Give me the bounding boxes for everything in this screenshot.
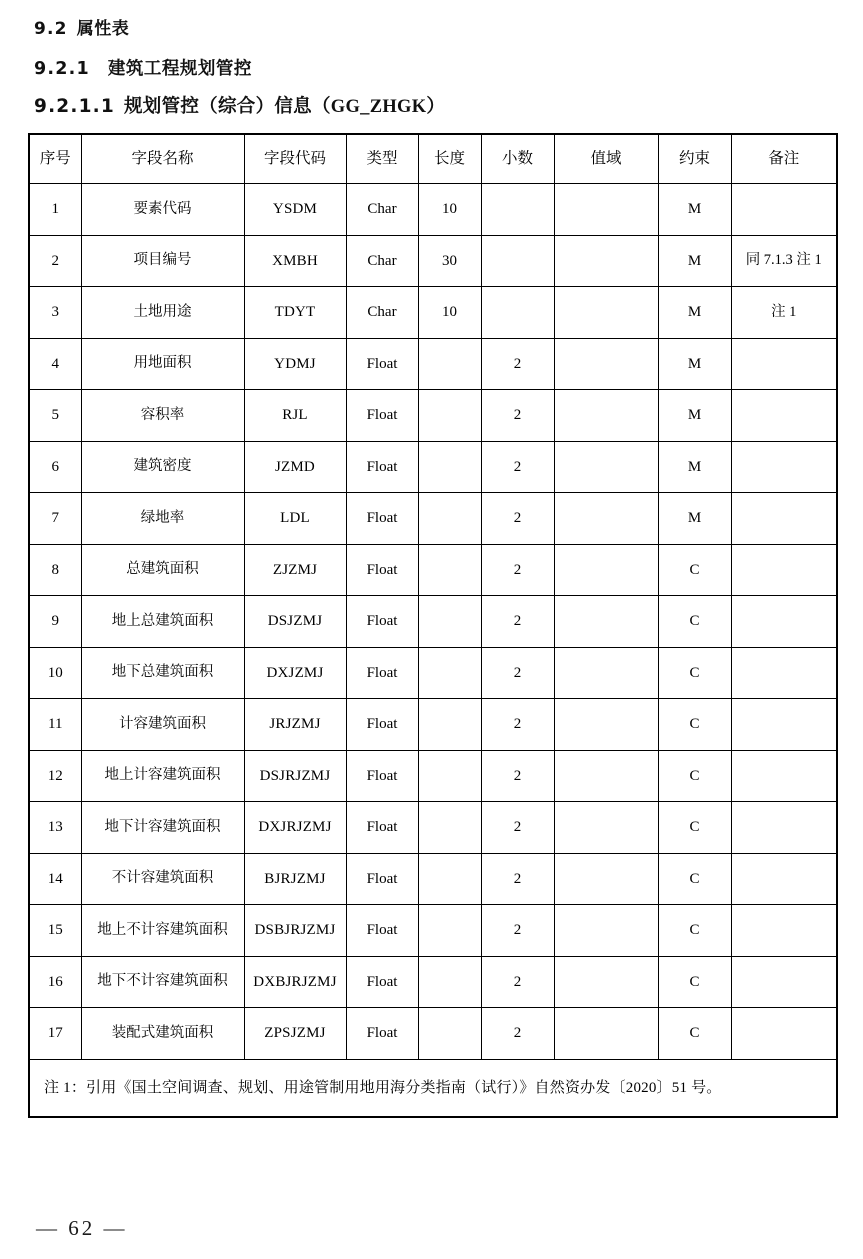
cell-length xyxy=(418,1008,481,1060)
cell-domain xyxy=(554,750,658,802)
cell-remark xyxy=(731,853,837,905)
col-header-type: 类型 xyxy=(346,134,418,184)
cell-field-code: LDL xyxy=(244,493,346,545)
cell-remark: 注 1 xyxy=(731,287,837,339)
cell-field-name: 不计容建筑面积 xyxy=(81,853,244,905)
cell-field-name: 绿地率 xyxy=(81,493,244,545)
cell-index: 11 xyxy=(29,699,81,751)
cell-type: Char xyxy=(346,184,418,236)
heading-subsection-title: 建筑工程规划管控 xyxy=(107,59,252,79)
cell-domain xyxy=(554,1008,658,1060)
cell-decimal: 2 xyxy=(481,390,554,442)
table-row xyxy=(29,493,837,545)
page-number: — 62 — xyxy=(36,1216,128,1240)
cell-decimal: 2 xyxy=(481,596,554,648)
cell-index: 8 xyxy=(29,544,81,596)
cell-length xyxy=(418,596,481,648)
cell-decimal: 2 xyxy=(481,905,554,957)
cell-field-code: DSBJRJZMJ xyxy=(244,905,346,957)
table-row xyxy=(29,441,837,493)
cell-field-name: 装配式建筑面积 xyxy=(81,1008,244,1060)
cell-constraint: M xyxy=(658,184,731,236)
cell-length xyxy=(418,544,481,596)
cell-index: 10 xyxy=(29,647,81,699)
table-note-row xyxy=(29,1059,837,1117)
cell-constraint: M xyxy=(658,493,731,545)
cell-constraint: C xyxy=(658,750,731,802)
cell-type: Float xyxy=(346,596,418,648)
table-body xyxy=(29,184,837,1060)
cell-length xyxy=(418,647,481,699)
cell-decimal: 2 xyxy=(481,750,554,802)
cell-type: Float xyxy=(346,905,418,957)
cell-length: 10 xyxy=(418,184,481,236)
cell-index: 12 xyxy=(29,750,81,802)
cell-type: Float xyxy=(346,853,418,905)
cell-type: Float xyxy=(346,802,418,854)
cell-field-name: 总建筑面积 xyxy=(81,544,244,596)
heading-subsubsection-9-2-1-1 xyxy=(34,92,445,118)
cell-length xyxy=(418,853,481,905)
attribute-table-container xyxy=(28,133,836,1118)
col-header-field-code: 字段代码 xyxy=(244,134,346,184)
cell-field-code: ZPSJZMJ xyxy=(244,1008,346,1060)
table-row xyxy=(29,287,837,339)
cell-decimal: 2 xyxy=(481,1008,554,1060)
cell-length xyxy=(418,956,481,1008)
cell-field-code: DXJRJZMJ xyxy=(244,802,346,854)
table-row xyxy=(29,1008,837,1060)
cell-constraint: C xyxy=(658,699,731,751)
col-header-length: 长度 xyxy=(418,134,481,184)
cell-remark xyxy=(731,338,837,390)
cell-decimal: 2 xyxy=(481,647,554,699)
heading-section-title: 属性表 xyxy=(76,19,130,39)
cell-type: Float xyxy=(346,493,418,545)
cell-decimal: 2 xyxy=(481,544,554,596)
cell-type: Float xyxy=(346,1008,418,1060)
table-row xyxy=(29,647,837,699)
cell-constraint: C xyxy=(658,544,731,596)
cell-remark xyxy=(731,596,837,648)
cell-constraint: C xyxy=(658,802,731,854)
cell-constraint: C xyxy=(658,956,731,1008)
cell-type: Float xyxy=(346,441,418,493)
cell-domain xyxy=(554,184,658,236)
cell-decimal: 2 xyxy=(481,441,554,493)
cell-type: Float xyxy=(346,338,418,390)
cell-type: Char xyxy=(346,235,418,287)
cell-domain xyxy=(554,699,658,751)
cell-index: 7 xyxy=(29,493,81,545)
table-row xyxy=(29,338,837,390)
cell-field-name: 地上计容建筑面积 xyxy=(81,750,244,802)
cell-field-code: DXJZMJ xyxy=(244,647,346,699)
cell-field-name: 地下总建筑面积 xyxy=(81,647,244,699)
cell-type: Float xyxy=(346,699,418,751)
heading-subsection-9-2-1 xyxy=(34,55,252,80)
cell-length xyxy=(418,441,481,493)
cell-field-code: YSDM xyxy=(244,184,346,236)
cell-index: 4 xyxy=(29,338,81,390)
table-row xyxy=(29,956,837,1008)
table-row xyxy=(29,544,837,596)
cell-decimal: 2 xyxy=(481,802,554,854)
cell-remark xyxy=(731,1008,837,1060)
cell-field-code: YDMJ xyxy=(244,338,346,390)
cell-field-code: JRJZMJ xyxy=(244,699,346,751)
cell-length: 30 xyxy=(418,235,481,287)
cell-field-code: BJRJZMJ xyxy=(244,853,346,905)
col-header-index: 序号 xyxy=(29,134,81,184)
cell-length xyxy=(418,493,481,545)
table-foot xyxy=(29,1059,837,1117)
cell-length xyxy=(418,338,481,390)
cell-remark xyxy=(731,750,837,802)
cell-index: 3 xyxy=(29,287,81,339)
table-head xyxy=(29,134,837,184)
cell-type: Float xyxy=(346,647,418,699)
cell-remark xyxy=(731,647,837,699)
cell-type: Float xyxy=(346,544,418,596)
cell-field-name: 土地用途 xyxy=(81,287,244,339)
cell-domain xyxy=(554,493,658,545)
cell-field-code: DSJZMJ xyxy=(244,596,346,648)
cell-index: 6 xyxy=(29,441,81,493)
cell-index: 17 xyxy=(29,1008,81,1060)
cell-type: Float xyxy=(346,390,418,442)
heading-section-number: 9.2 xyxy=(34,19,68,39)
table-row xyxy=(29,390,837,442)
cell-domain xyxy=(554,544,658,596)
cell-length xyxy=(418,750,481,802)
table-row xyxy=(29,184,837,236)
table-header-row xyxy=(29,134,837,184)
cell-decimal: 2 xyxy=(481,338,554,390)
cell-field-name: 地上不计容建筑面积 xyxy=(81,905,244,957)
cell-length: 10 xyxy=(418,287,481,339)
cell-index: 16 xyxy=(29,956,81,1008)
cell-constraint: M xyxy=(658,390,731,442)
cell-field-name: 项目编号 xyxy=(81,235,244,287)
cell-field-code: DXBJRJZMJ xyxy=(244,956,346,1008)
cell-constraint: M xyxy=(658,338,731,390)
cell-remark xyxy=(731,905,837,957)
heading-section-9-2 xyxy=(34,14,129,39)
table-row xyxy=(29,235,837,287)
cell-remark xyxy=(731,441,837,493)
cell-field-code: RJL xyxy=(244,390,346,442)
cell-domain xyxy=(554,647,658,699)
heading-subsubsection-number: 9.2.1.1 xyxy=(34,96,115,117)
cell-index: 14 xyxy=(29,853,81,905)
table-row xyxy=(29,699,837,751)
attribute-table xyxy=(28,133,838,1118)
heading-subsubsection-title: 规划管控（综合）信息（GG_ZHGK） xyxy=(123,97,446,117)
cell-length xyxy=(418,699,481,751)
table-note: 注 1：引用《国土空间调查、规划、用途管制用地用海分类指南（试行）》自然资办发〔2020〕51 号。 xyxy=(29,1059,837,1117)
cell-remark xyxy=(731,956,837,1008)
col-header-constraint: 约束 xyxy=(658,134,731,184)
cell-domain xyxy=(554,956,658,1008)
cell-field-name: 用地面积 xyxy=(81,338,244,390)
cell-constraint: M xyxy=(658,287,731,339)
cell-constraint: M xyxy=(658,235,731,287)
col-header-remark: 备注 xyxy=(731,134,837,184)
cell-remark xyxy=(731,802,837,854)
cell-field-name: 地下计容建筑面积 xyxy=(81,802,244,854)
cell-constraint: C xyxy=(658,1008,731,1060)
cell-length xyxy=(418,905,481,957)
cell-type: Float xyxy=(346,956,418,1008)
cell-decimal: 2 xyxy=(481,956,554,1008)
cell-decimal: 2 xyxy=(481,493,554,545)
cell-field-name: 计容建筑面积 xyxy=(81,699,244,751)
cell-field-name: 容积率 xyxy=(81,390,244,442)
cell-decimal: 2 xyxy=(481,699,554,751)
col-header-domain: 值域 xyxy=(554,134,658,184)
cell-field-name: 建筑密度 xyxy=(81,441,244,493)
cell-remark: 同 7.1.3 注 1 xyxy=(731,235,837,287)
cell-domain xyxy=(554,596,658,648)
cell-constraint: C xyxy=(658,905,731,957)
cell-remark xyxy=(731,493,837,545)
cell-domain xyxy=(554,338,658,390)
cell-length xyxy=(418,802,481,854)
cell-index: 2 xyxy=(29,235,81,287)
table-row xyxy=(29,596,837,648)
cell-remark xyxy=(731,184,837,236)
cell-remark xyxy=(731,699,837,751)
cell-constraint: C xyxy=(658,596,731,648)
col-header-decimal: 小数 xyxy=(481,134,554,184)
cell-type: Char xyxy=(346,287,418,339)
cell-type: Float xyxy=(346,750,418,802)
table-row xyxy=(29,750,837,802)
cell-decimal: 2 xyxy=(481,853,554,905)
cell-field-code: XMBH xyxy=(244,235,346,287)
table-row xyxy=(29,853,837,905)
cell-remark xyxy=(731,544,837,596)
cell-length xyxy=(418,390,481,442)
cell-index: 1 xyxy=(29,184,81,236)
cell-decimal xyxy=(481,184,554,236)
cell-domain xyxy=(554,441,658,493)
cell-remark xyxy=(731,390,837,442)
cell-field-code: JZMD xyxy=(244,441,346,493)
cell-domain xyxy=(554,235,658,287)
cell-decimal xyxy=(481,235,554,287)
cell-domain xyxy=(554,802,658,854)
cell-field-code: DSJRJZMJ xyxy=(244,750,346,802)
cell-index: 5 xyxy=(29,390,81,442)
table-row xyxy=(29,905,837,957)
cell-index: 15 xyxy=(29,905,81,957)
cell-field-code: TDYT xyxy=(244,287,346,339)
cell-constraint: C xyxy=(658,853,731,905)
cell-domain xyxy=(554,287,658,339)
cell-domain xyxy=(554,390,658,442)
col-header-field-name: 字段名称 xyxy=(81,134,244,184)
cell-field-code: ZJZMJ xyxy=(244,544,346,596)
cell-constraint: M xyxy=(658,441,731,493)
cell-index: 13 xyxy=(29,802,81,854)
heading-subsection-number: 9.2.1 xyxy=(34,59,90,79)
cell-decimal xyxy=(481,287,554,339)
cell-domain xyxy=(554,853,658,905)
cell-field-name: 地上总建筑面积 xyxy=(81,596,244,648)
table-row xyxy=(29,802,837,854)
cell-domain xyxy=(554,905,658,957)
cell-index: 9 xyxy=(29,596,81,648)
cell-field-name: 要素代码 xyxy=(81,184,244,236)
cell-constraint: C xyxy=(658,647,731,699)
cell-field-name: 地下不计容建筑面积 xyxy=(81,956,244,1008)
